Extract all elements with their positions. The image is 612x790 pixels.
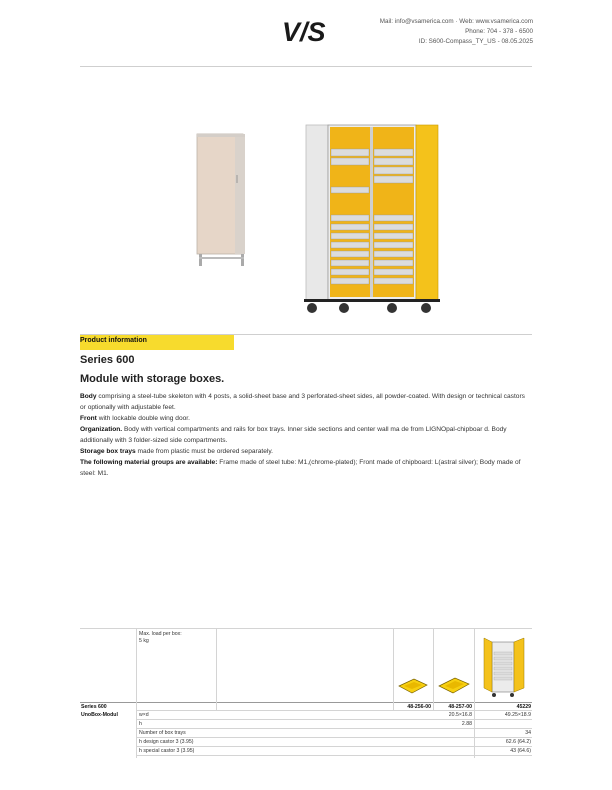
row-label-h: h (139, 721, 142, 727)
spec-table (80, 628, 532, 758)
max-load-value: 5 kg (139, 638, 149, 644)
vs-logo (282, 17, 330, 45)
header-divider (80, 66, 532, 67)
document-id: ID: S600-Compass_TY_US - 08.05.2025 (418, 38, 533, 45)
row-label-special-castor: h special castor 3 (3.95) (139, 748, 195, 754)
product-description (80, 391, 532, 479)
product-info-label: Product information (80, 337, 147, 344)
box-tray-large-image (436, 674, 472, 696)
box-tray-small-image (396, 674, 430, 696)
open-cabinet-illustration (304, 125, 440, 313)
desc-materials: The following material groups are available: Frame made of steel tube: M1,(chrome-plated); Front made of chipboard: L(astral silver); Body made of steel: M1. (80, 459, 521, 477)
row-value-wd-right: 49.25×18.9 (504, 712, 531, 718)
svg-text:V/S: V/S (282, 17, 326, 45)
cabinet-thumbnail-image (482, 634, 528, 698)
product-image (180, 115, 460, 320)
row-value-box-trays: 34 (525, 730, 531, 736)
closed-cabinet-illustration (197, 134, 245, 266)
product-title: Series 600 (80, 354, 135, 366)
max-load-label: Max. load per box: (139, 631, 182, 637)
row-label-design-castor: h design castor 3 (3.95) (139, 739, 194, 745)
product-subtitle: Module with storage boxes. (80, 373, 225, 385)
contact-mail: Mail: info@vsamerica.com · Web: www.vsamerica.com (379, 18, 533, 25)
row-value-h-mid: 2.88 (461, 721, 472, 727)
row-value-wd-mid: 20.5×16.8 (448, 712, 472, 718)
series-label: Series 600 (81, 704, 107, 710)
code-48-257-00: 48-257-00 (448, 704, 472, 710)
module-label: UnoBox-Modul (81, 712, 118, 718)
contact-block (380, 17, 533, 47)
row-value-design-castor: 62.6 (64.2) (505, 739, 531, 745)
row-value-special-castor: 43 (64.6) (510, 748, 531, 754)
contact-phone: Phone: 704 - 378 - 6500 (465, 28, 533, 35)
code-45229: 45229 (516, 704, 531, 710)
desc-organization: Organization. Body with vertical compartments and rails for box trays. Inner side sections and center wall ma de from LIGNOpal-chipboar d. Body additionally with 3 folder-sized side compartments. (80, 426, 507, 444)
desc-storage: Storage box trays made from plastic must be ordered separately. (80, 448, 274, 455)
code-48-256-00: 48-256-00 (407, 704, 431, 710)
desc-body: Body comprising a steel-tube skeleton with 4 posts, a solid-sheet base and 3 perforated-sheet sides, all powder-coated. With design or technical castors or optionally with adjustable feet. (80, 393, 525, 411)
desc-front: Front with lockable double wing door. (80, 415, 190, 422)
row-label-box-trays: Number of box trays (139, 730, 186, 736)
row-label-wd: w×d (139, 712, 149, 718)
